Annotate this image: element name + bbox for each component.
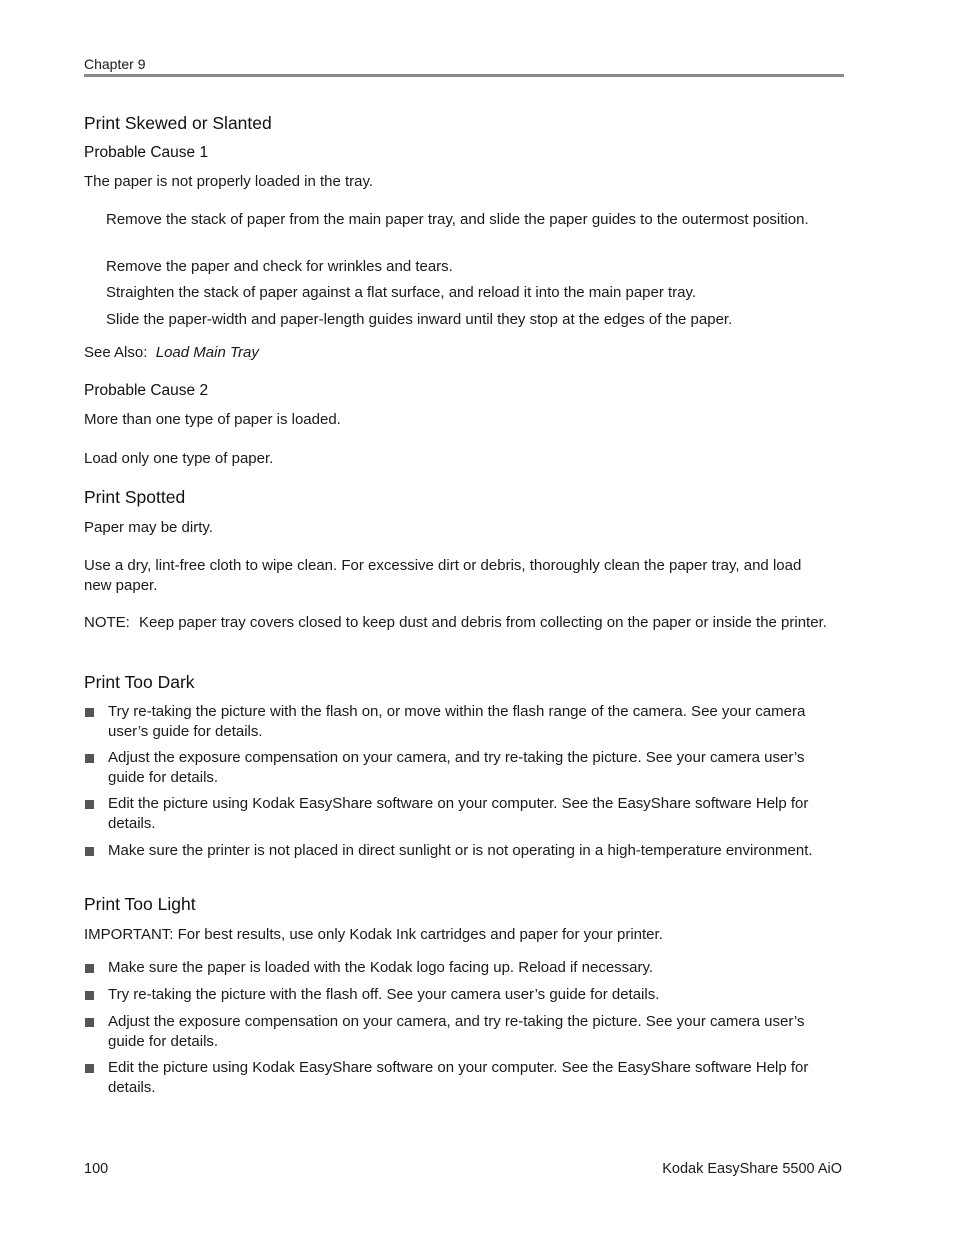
bullet-square-icon [85,1064,94,1073]
list-item-text: Adjust the exposure compensation on your camera, and try re-taking the picture. See your camera user’s guide for details. [108,749,805,786]
spotted-note [84,613,829,633]
list-item [84,794,829,834]
heading-print-skewed: Print Skewed or Slanted [84,113,272,133]
cause1-text: The paper is not properly loaded in the tray. [84,173,374,190]
list-item [84,1012,829,1052]
step-item: Remove the paper and check for wrinkles and tears. [106,258,453,275]
list-item-text: Edit the picture using Kodak EasyShare software on your computer. See the EasyShare software Help for details. [108,795,809,832]
note-label: NOTE: [84,614,130,631]
important-note: IMPORTANT: For best results, use only Kodak Ink cartridges and paper for your printer. [84,926,663,943]
spotted-text-2: Use a dry, lint-free cloth to wipe clean. For excessive dirt or debris, thoroughly clean the paper tray, and load new paper. [84,557,802,594]
list-item-text: Adjust the exposure compensation on your camera, and try re-taking the picture. See your camera user’s guide for details. [108,1013,805,1050]
list-item-text: Try re-taking the picture with the flash on, or move within the flash range of the camera. See your camera user’s guide for details. [108,703,806,740]
cause2-text: More than one type of paper is loaded. [84,411,341,428]
heading-probable-cause-2: Probable Cause 2 [84,382,209,399]
heading-print-too-dark: Print Too Dark [84,672,195,692]
bullet-square-icon [85,754,94,763]
list-item [84,1058,829,1098]
step-item: Remove the stack of paper from the main paper tray, and slide the paper guides to the outermost position. [106,211,809,228]
list-item [84,748,829,788]
heading-print-too-light: Print Too Light [84,894,196,914]
bullet-square-icon [85,964,94,973]
see-also-link[interactable]: Load Main Tray [155,344,259,361]
list-item [84,841,829,861]
list-item [84,985,829,1005]
step-item: Straighten the stack of paper against a flat surface, and reload it into the main paper tray. [106,284,697,301]
cause2-fix: Load only one type of paper. [84,450,274,467]
page-number: 100 [84,1161,109,1177]
note-text: Keep paper tray covers closed to keep dust and debris from collecting on the paper or inside the printer. [139,614,827,631]
bullet-square-icon [85,847,94,856]
product-name: Kodak EasyShare 5500 AiO [662,1161,842,1177]
list-item [84,958,829,978]
list-item-text: Edit the picture using Kodak EasyShare software on your computer. See the EasyShare software Help for details. [108,1059,809,1096]
bullet-square-icon [85,708,94,717]
bullet-square-icon [85,991,94,1000]
step-item: Slide the paper-width and paper-length guides inward until they stop at the edges of the paper. [106,311,733,328]
heading-print-spotted: Print Spotted [84,487,186,507]
bullet-square-icon [85,800,94,809]
list-item [84,702,829,742]
bullet-square-icon [85,1018,94,1027]
see-also [84,343,829,363]
list-item-text: Try re-taking the picture with the flash off. See your camera user’s guide for details. [108,986,660,1003]
header-rule [84,74,844,77]
list-item-text: Make sure the printer is not placed in direct sunlight or is not operating in a high-temperature environment. [108,842,813,859]
heading-probable-cause-1: Probable Cause 1 [84,144,209,161]
chapter-label: Chapter 9 [84,56,146,72]
list-item-text: Make sure the paper is loaded with the Kodak logo facing up. Reload if necessary. [108,959,654,976]
see-also-label: See Also: [84,344,148,361]
spotted-text-1: Paper may be dirty. [84,519,213,536]
